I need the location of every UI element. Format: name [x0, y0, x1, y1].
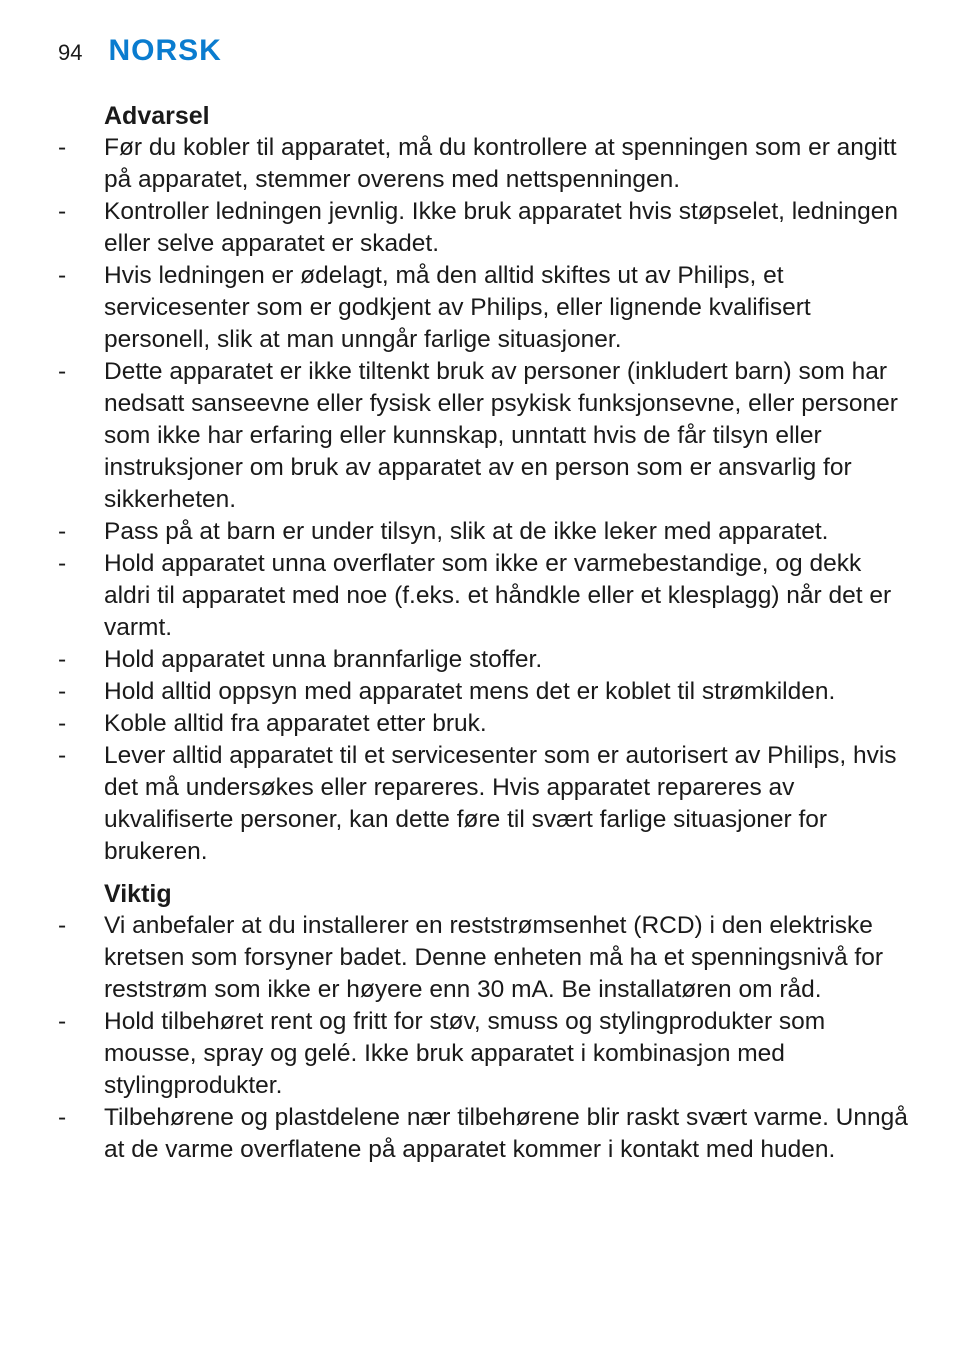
list-item-text: Pass på at barn er under tilsyn, slik at de ikke leker med apparatet. [104, 518, 829, 545]
list-item [58, 1006, 908, 1102]
list-item-text: Før du kobler til apparatet, må du kontrollere at spenningen som er angitt på apparatet, stemmer overens med nettspenningen. [104, 134, 897, 193]
list-item [58, 196, 908, 260]
list-item-text: Hold alltid oppsyn med apparatet mens det er koblet til strømkilden. [104, 678, 836, 705]
page-content [58, 100, 908, 1176]
section-heading-viktig: Viktig [104, 880, 172, 908]
bullet-dash: - [58, 358, 67, 385]
list-item [58, 708, 908, 740]
language-title: NORSK [108, 34, 222, 67]
page-number: 94 [58, 40, 83, 65]
bullet-dash: - [58, 1008, 67, 1035]
list-item [58, 1102, 908, 1166]
bullet-dash: - [58, 1104, 67, 1131]
bullet-dash: - [58, 678, 67, 705]
list-item [58, 548, 908, 644]
list-item [58, 676, 908, 708]
bullet-dash: - [58, 742, 67, 769]
bullet-dash: - [58, 518, 67, 545]
bullet-dash: - [58, 912, 67, 939]
list-item [58, 260, 908, 356]
list-item-text: Dette apparatet er ikke tiltenkt bruk av personer (inkludert barn) som har nedsatt sanseevne eller fysisk eller psykisk funksjonsevne, eller personer som ikke har erfaring eller kunnskap, unntatt hvis de får tilsyn eller instruksjoner om bruk av apparatet av en person som er ansvarlig for sikkerheten. [104, 358, 898, 513]
list-item-text: Lever alltid apparatet til et servicesenter som er autorisert av Philips, hvis det må undersøkes eller repareres. Hvis apparatet repareres av ukvalifiserte personer, kan dette føre til svært farlige situasjoner for brukeren. [104, 742, 897, 865]
list-item [58, 910, 908, 1006]
list-item [58, 644, 908, 676]
list-item-text: Hold apparatet unna overflater som ikke er varmebestandige, og dekk aldri til apparatet med noe (f.eks. et håndkle eller et klesplagg) når det er varmt. [104, 550, 892, 641]
bullet-dash: - [58, 198, 67, 225]
list-item-text: Koble alltid fra apparatet etter bruk. [104, 710, 487, 737]
list-item [58, 356, 908, 516]
bullet-dash: - [58, 646, 67, 673]
warning-section [58, 100, 908, 868]
bullet-dash: - [58, 134, 67, 161]
warning-list [58, 132, 908, 868]
list-item [58, 516, 908, 548]
important-list [58, 910, 908, 1166]
list-item-text: Hvis ledningen er ødelagt, må den alltid skiftes ut av Philips, et servicesenter som er godkjent av Philips, eller lignende kvalifisert personell, slik at man unngår farlige situasjoner. [104, 262, 811, 353]
bullet-dash: - [58, 262, 67, 289]
section-heading-advarsel: Advarsel [104, 102, 210, 130]
list-item-text: Vi anbefaler at du installerer en reststrømsenhet (RCD) i den elektriske kretsen som forsyner badet. Denne enheten må ha et spenningsnivå for reststrøm som ikke er høyere enn 30 mA. Be installatøren om råd. [104, 912, 884, 1003]
page-header [58, 34, 222, 74]
important-section [58, 878, 908, 1166]
list-item-text: Hold tilbehøret rent og fritt for støv, smuss og stylingprodukter som mousse, spray og gelé. Ikke bruk apparatet i kombinasjon med stylingprodukter. [104, 1008, 826, 1099]
bullet-dash: - [58, 550, 67, 577]
list-item-text: Kontroller ledningen jevnlig. Ikke bruk apparatet hvis støpselet, ledningen eller selve apparatet er skadet. [104, 198, 899, 257]
list-item-text: Hold apparatet unna brannfarlige stoffer. [104, 646, 543, 673]
bullet-dash: - [58, 710, 67, 737]
list-item [58, 740, 908, 868]
list-item-text: Tilbehørene og plastdelene nær tilbehørene blir raskt svært varme. Unngå at de varme overflatene på apparatet kommer i kontakt med huden. [104, 1104, 908, 1163]
list-item [58, 132, 908, 196]
